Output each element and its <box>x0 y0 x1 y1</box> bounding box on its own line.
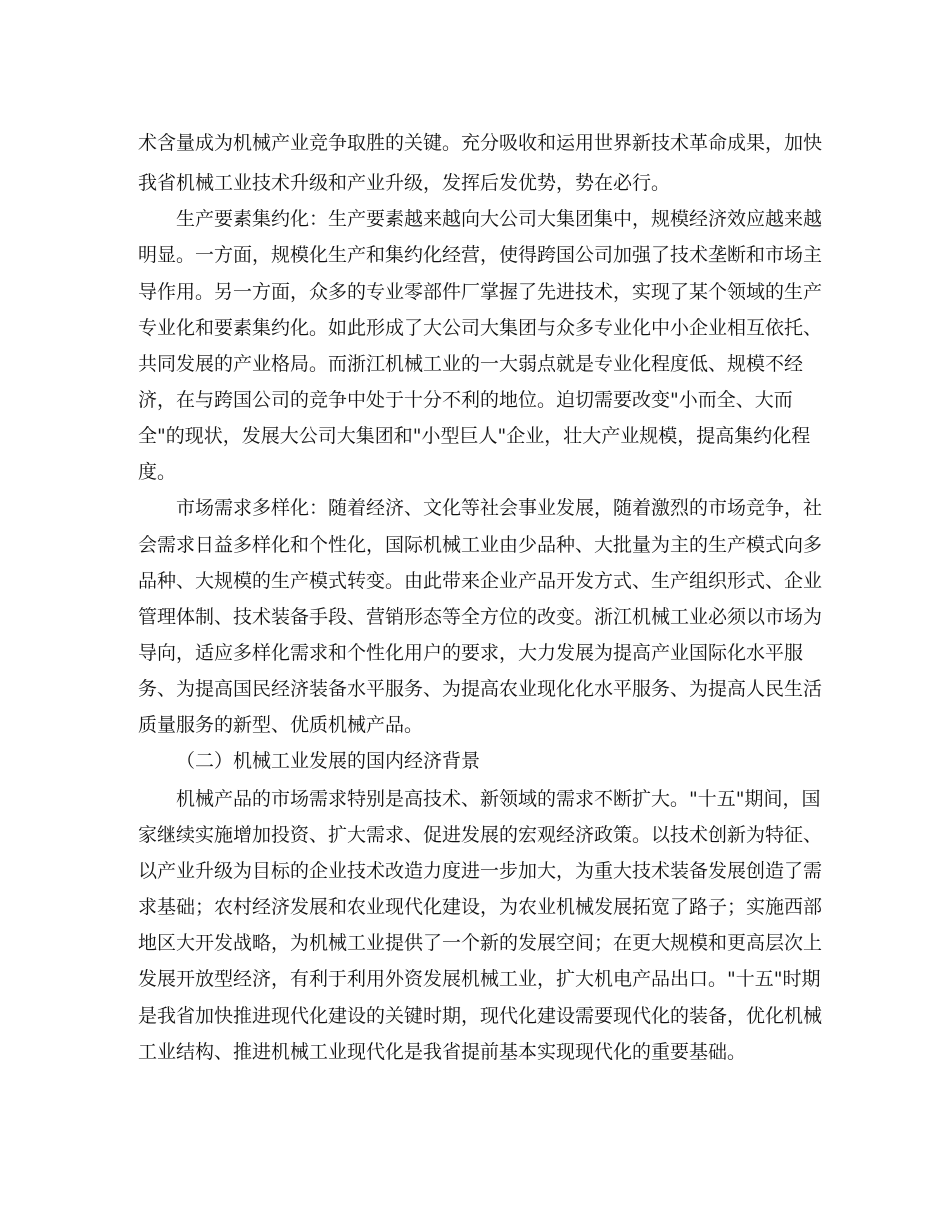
text-line: 度。 <box>138 461 177 483</box>
text-line: 求基础；农村经济发展和农业现代化建设，为农业机械发展拓宽了路子；实施西部 <box>138 896 823 918</box>
text-line: 地区大开发战略，为机械工业提供了一个新的发展空间；在更大规模和更高层次上 <box>138 932 823 954</box>
text-line: 术含量成为机械产业竞争取胜的关键。充分吸收和运用世界新技术革命成果，加快 <box>138 132 823 154</box>
text-line: 专业化和要素集约化。如此形成了大公司大集团与众多专业化中小企业相互依托、 <box>138 317 823 339</box>
text-line: 品种、大规模的生产模式转变。由此带来企业产品开发方式、生产组织形式、企业 <box>138 570 823 592</box>
text-line: 工业结构、推进机械工业现代化是我省提前基本实现现代化的重要基础。 <box>138 1041 747 1063</box>
text-line: 管理体制、技术装备手段、营销形态等全方位的改变。浙江机械工业必须以市场为 <box>138 606 823 628</box>
text-line: 家继续实施增加投资、扩大需求、促进发展的宏观经济政策。以技术创新为特征、 <box>138 824 823 846</box>
text-line: 机械产品的市场需求特别是高技术、新领域的需求不断扩大。"十五"期间，国 <box>176 788 821 810</box>
text-line: 生产要素集约化：生产要素越来越向大公司大集团集中，规模经济效应越来越 <box>176 208 823 230</box>
text-line: 全"的现状，发展大公司大集团和"小型巨人"企业，壮大产业规模，提高集约化程 <box>138 425 811 447</box>
text-line: 发展开放型经济，有利于利用外资发展机械工业，扩大机电产品出口。"十五"时期 <box>138 968 821 990</box>
text-line: 济，在与跨国公司的竞争中处于十分不利的地位。迫切需要改变"小而全、大而 <box>138 389 793 411</box>
text-line: 会需求日益多样化和个性化，国际机械工业由少品种、大批量为主的生产模式向多 <box>138 534 823 556</box>
text-line: 以产业升级为目标的企业技术改造力度进一步加大，为重大技术装备发展创造了需 <box>138 860 823 882</box>
text-line: 是我省加快推进现代化建设的关键时期，现代化建设需要现代化的装备，优化机械 <box>138 1005 823 1027</box>
text-line: 我省机械工业技术升级和产业升级，发挥后发优势，势在必行。 <box>138 172 671 194</box>
text-line: 导作用。另一方面，众多的专业零部件厂掌握了先进技术，实现了某个领域的生产 <box>138 281 823 303</box>
text-line: 共同发展的产业格局。而浙江机械工业的一大弱点就是专业化程度低、规模不经 <box>138 353 804 375</box>
text-line: 务、为提高国民经济装备水平服务、为提高农业现化化水平服务、为提高人民生活 <box>138 678 823 700</box>
text-line: 质量服务的新型、优质机械产品。 <box>138 714 424 736</box>
text-line: 导向，适应多样化需求和个性化用户的要求，大力发展为提高产业国际化水平服 <box>138 642 804 664</box>
text-line: 市场需求多样化：随着经济、文化等社会事业发展，随着激烈的市场竞争，社 <box>176 497 823 519</box>
text-line: （二）机械工业发展的国内经济背景 <box>176 750 481 772</box>
text-line: 明显。一方面，规模化生产和集约化经营，使得跨国公司加强了技术垄断和市场主 <box>138 244 823 266</box>
